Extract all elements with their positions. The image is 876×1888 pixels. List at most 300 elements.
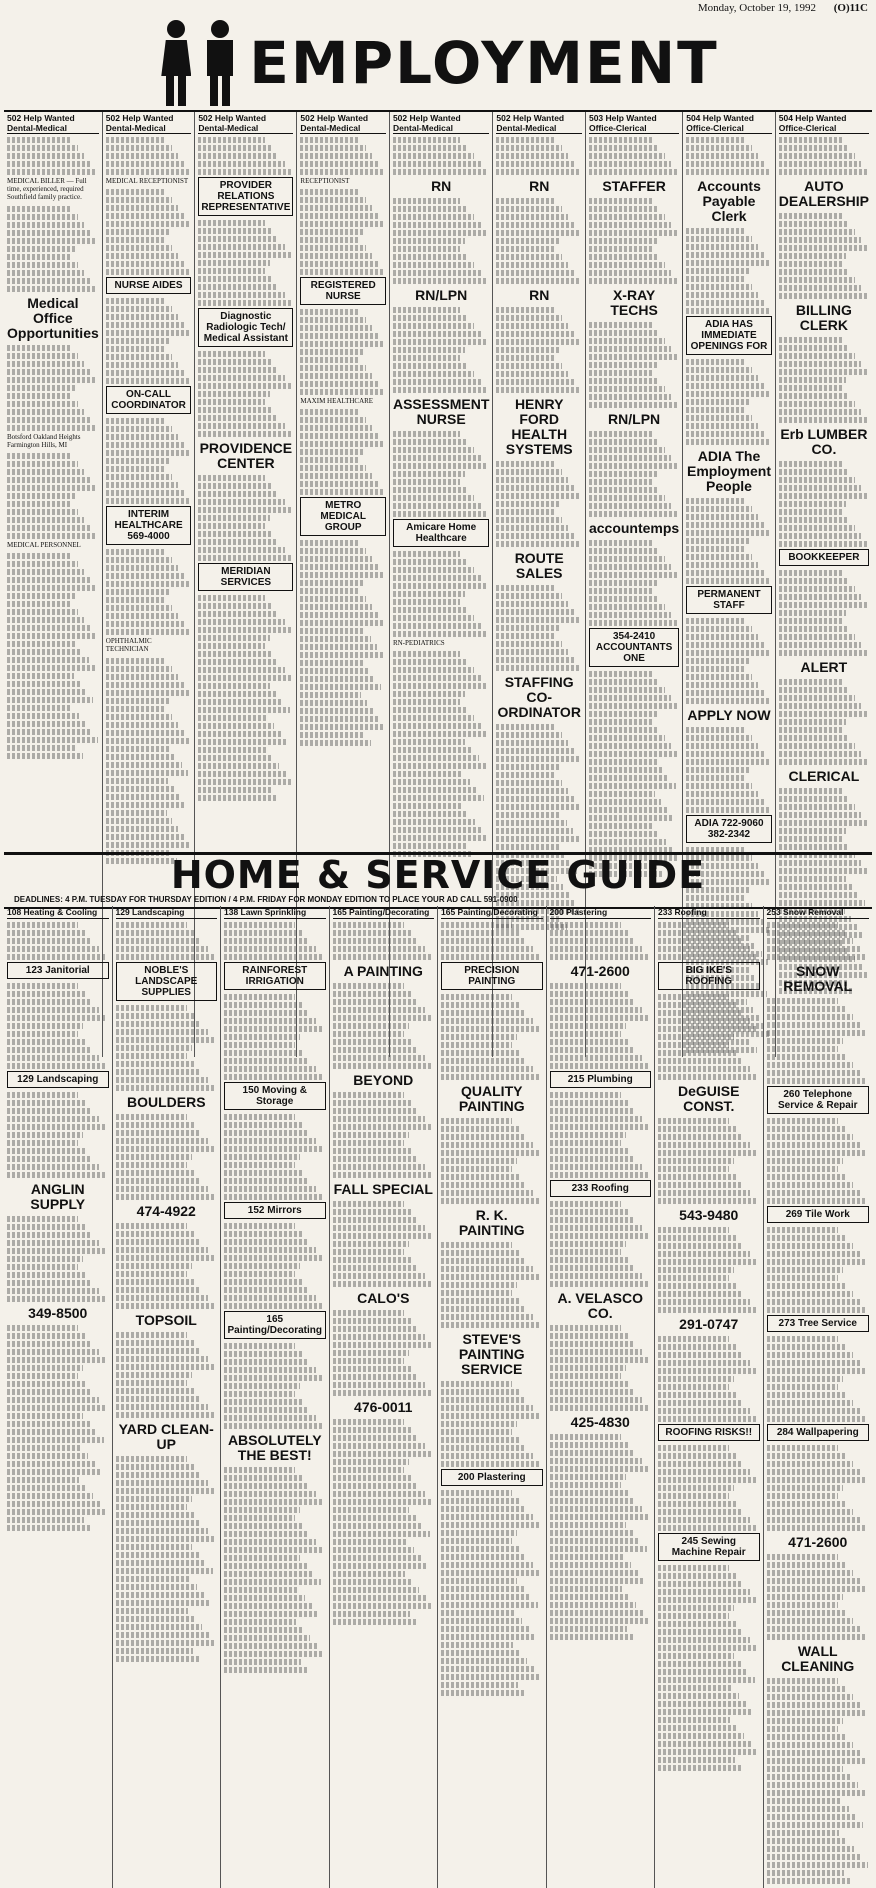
classified-body-text (779, 570, 869, 616)
classified-ad-headline: 425-4830 (570, 1413, 630, 1430)
classified-body-text (7, 393, 99, 431)
classified-body-text (393, 355, 489, 393)
classified-body-text (116, 1162, 218, 1200)
category-heading: 165 Painting/Decorating (441, 908, 543, 919)
guide-title: HOME & SERVICE GUIDE (170, 853, 706, 897)
classified-body-text (7, 453, 99, 499)
classified-ad-headline: A. VELASCO CO. (557, 1289, 644, 1321)
classified-body-text (589, 479, 679, 517)
classified-ad-headline: STEVE'S PAINTING SERVICE (458, 1330, 525, 1377)
classified-body-text (224, 1042, 326, 1080)
classified-body-text (767, 1602, 870, 1640)
classified-ad-headline: RN (529, 287, 550, 303)
classified-ad-headline: ON-CALL COORDINATOR (106, 386, 192, 414)
classified-body-text (658, 1227, 760, 1273)
classified-ad-headline: STAFFING CO-ORDINATOR (497, 674, 581, 720)
employment-classifieds (4, 110, 872, 848)
classified-body-text (658, 1613, 760, 1771)
classified-body-text (441, 1381, 543, 1427)
classified-body-text (224, 1515, 326, 1673)
classified-body-text (589, 246, 679, 284)
classified-body-text (7, 345, 99, 391)
classified-body-text (300, 237, 386, 275)
classified-body-text (550, 1140, 652, 1178)
classified-body-text (198, 399, 293, 437)
classified-ad-headline: Amicare Home Healthcare (393, 519, 489, 547)
classified-body-text (767, 1493, 870, 1531)
classified-body-text (658, 1118, 760, 1164)
classified-body-text (496, 198, 582, 244)
employment-banner (20, 18, 856, 108)
home-service-guide-banner (4, 852, 872, 909)
classified-body-text (198, 595, 293, 641)
category-heading: 503 Help Wanted Office-Clerical (589, 114, 679, 134)
classified-column (113, 906, 222, 1888)
classified-body-text (767, 1336, 870, 1382)
classified-body-text (224, 1467, 326, 1513)
classified-body-text (7, 1264, 109, 1302)
classified-body-text (589, 370, 679, 408)
service-classifieds (4, 906, 872, 1674)
classified-body-text (116, 1271, 218, 1309)
classified-ad-headline: BEYOND (353, 1071, 414, 1088)
classified-ad-headline: TOPSOIL (135, 1311, 197, 1328)
classified-body-text (333, 1419, 435, 1465)
classified-body-text (550, 983, 652, 1029)
classified-ad-headline: Botsford Oakland Heights Farmington Hills, MI (7, 432, 81, 449)
classified-body-text (300, 137, 386, 175)
classified-ad-headline: CALO'S (357, 1289, 410, 1306)
classified-body-text (116, 1332, 218, 1378)
classified-body-text (779, 261, 869, 299)
classified-ad-headline: ADIA The Employment People (686, 448, 771, 494)
classified-body-text (658, 1565, 760, 1611)
classified-body-text (496, 307, 582, 353)
classified-body-text (7, 137, 99, 175)
classified-body-text (658, 1275, 760, 1313)
classified-body-text (106, 549, 192, 595)
classified-body-text (589, 137, 679, 175)
classified-body-text (393, 198, 489, 244)
classified-body-text (441, 1429, 543, 1467)
classified-body-text (767, 1554, 870, 1600)
classified-body-text (658, 1042, 760, 1080)
classified-ad-headline: MEDICAL RECEPTIONIST (105, 177, 189, 185)
classified-body-text (550, 1249, 652, 1287)
classified-ad-headline: NOBLE'S LANDSCAPE SUPPLIES (116, 962, 218, 1001)
classified-ad-headline: 291-0747 (679, 1315, 739, 1332)
classified-body-text (496, 509, 582, 547)
classified-ad-headline: 129 Landscaping (7, 1071, 109, 1088)
classified-ad-headline: MEDICAL BILLER — Full time, experienced, required Southfield family practice. (7, 177, 87, 202)
classified-ad-headline: 165 Painting/Decorating (224, 1311, 326, 1339)
classified-body-text (589, 198, 679, 244)
classified-body-text (7, 206, 99, 252)
classified-body-text (300, 357, 386, 395)
classified-ad-headline: A PAINTING (343, 962, 423, 979)
classified-body-text (333, 983, 435, 1029)
classified-body-text (441, 1490, 543, 1536)
category-heading: 502 Help Wanted Dental-Medical (393, 114, 489, 134)
classified-body-text (198, 643, 293, 801)
classified-ad-headline: ALERT (800, 659, 848, 675)
classified-body-text (393, 599, 489, 637)
classified-column (547, 906, 656, 1888)
classified-body-text (779, 509, 869, 547)
page-number: (O)11C (833, 2, 868, 14)
classified-body-text (224, 1271, 326, 1309)
classified-body-text (550, 1092, 652, 1138)
classified-body-text (7, 601, 99, 759)
classified-ad-headline: ADIA 722-9060 382-2342 (686, 815, 772, 843)
classified-body-text (116, 922, 218, 960)
classified-ad-headline: NURSE AIDES (106, 277, 192, 294)
classified-body-text (333, 1358, 435, 1396)
classified-body-text (767, 1227, 870, 1273)
category-heading: 108 Heating & Cooling (7, 908, 109, 919)
classified-body-text (767, 1166, 870, 1204)
classified-body-text (658, 1166, 760, 1204)
classified-ad-headline: PROVIDER RELATIONS REPRESENTATIVE (198, 177, 293, 216)
classified-body-text (767, 922, 870, 960)
classified-body-text (224, 1343, 326, 1389)
classified-ad-headline: BOULDERS (126, 1093, 206, 1110)
employment-title: EMPLOYMENT (249, 29, 719, 97)
category-heading: 502 Help Wanted Dental-Medical (7, 114, 99, 134)
classified-body-text (7, 1325, 109, 1371)
classified-ad-headline: SNOW REMOVAL (783, 962, 853, 994)
classified-body-text (300, 189, 386, 235)
classified-ad-headline: PERMANENT STAFF (686, 586, 772, 614)
classified-body-text (116, 1380, 218, 1418)
classified-ad-headline: 150 Moving & Storage (224, 1082, 326, 1110)
classified-ad-headline: RN-PEDIATRICS (392, 639, 445, 647)
classified-ad-headline: 471-2600 (788, 1533, 848, 1550)
classified-body-text (686, 407, 772, 445)
classified-body-text (686, 228, 772, 274)
classified-ad-headline: ROOFING RISKS!! (658, 1424, 760, 1441)
classified-ad-headline: Erb LUMBER CO. (780, 426, 868, 457)
classified-body-text (7, 922, 109, 960)
classified-body-text (589, 540, 679, 586)
classified-body-text (7, 1140, 109, 1178)
classified-body-text (550, 1482, 652, 1640)
classified-body-text (106, 466, 192, 504)
classified-body-text (550, 1373, 652, 1411)
classified-body-text (767, 1046, 870, 1084)
classified-body-text (589, 588, 679, 626)
classified-body-text (441, 922, 543, 960)
category-heading: 502 Help Wanted Dental-Medical (198, 114, 293, 134)
classified-body-text (393, 699, 489, 857)
classified-body-text (7, 1373, 109, 1531)
classified-ad-headline: accountemps (588, 520, 680, 536)
classified-ad-headline: 284 Wallpapering (767, 1424, 870, 1441)
classified-ad-headline: 476-0011 (354, 1398, 413, 1415)
classified-body-text (7, 1216, 109, 1262)
classified-body-text (7, 553, 99, 599)
classified-body-text (198, 523, 293, 561)
classified-body-text (106, 237, 192, 275)
classified-body-text (106, 137, 192, 175)
classified-ad-headline: MERIDIAN SERVICES (198, 563, 293, 591)
classified-ad-headline: 260 Telephone Service & Repair (767, 1086, 870, 1114)
classified-ad-headline: BIG IKE'S ROOFING (658, 962, 760, 990)
category-heading: 129 Landscaping (116, 908, 218, 919)
category-heading: 233 Roofing (658, 908, 760, 919)
classified-ad-headline: 200 Plastering (441, 1469, 543, 1486)
classified-ad-headline: 273 Tree Service (767, 1315, 870, 1332)
classified-body-text (686, 546, 772, 584)
classified-ad-headline: RN (529, 178, 550, 194)
classified-column (438, 906, 547, 1888)
classified-ad-headline: 474-4922 (136, 1202, 196, 1219)
classified-body-text (116, 1114, 218, 1160)
classified-body-text (496, 461, 582, 507)
classified-body-text (589, 431, 679, 477)
classified-ad-headline: Accounts Payable Clerk (697, 178, 761, 224)
classified-ad-headline: WALL CLEANING (781, 1642, 855, 1674)
classified-body-text (767, 998, 870, 1044)
classified-body-text (116, 1053, 218, 1091)
classified-column (4, 906, 113, 1888)
classified-body-text (686, 666, 772, 704)
classified-ad-headline: Diagnostic Radiologic Tech/ Medical Assistant (198, 308, 293, 347)
classified-body-text (779, 788, 869, 834)
classified-body-text (300, 409, 386, 455)
classified-body-text (393, 137, 489, 175)
classified-column (330, 906, 439, 1888)
classified-body-text (779, 679, 869, 725)
category-heading: 502 Help Wanted Dental-Medical (106, 114, 192, 134)
classified-body-text (106, 597, 192, 635)
classified-body-text (224, 1162, 326, 1200)
classified-body-text (779, 461, 869, 507)
classified-ad-headline: ABSOLUTELY THE BEST! (227, 1431, 322, 1463)
classified-ad-headline: ROUTE SALES (514, 550, 564, 581)
classified-body-text (198, 220, 293, 266)
classified-body-text (300, 540, 386, 586)
classified-body-text (224, 1114, 326, 1160)
classified-body-text (441, 1242, 543, 1288)
classified-body-text (300, 457, 386, 495)
classified-body-text (658, 922, 760, 960)
classified-ad-headline: BILLING CLERK (795, 302, 852, 333)
classified-ad-headline: 354-2410 ACCOUNTANTS ONE (589, 628, 679, 667)
classified-body-text (7, 501, 99, 539)
classified-body-text (106, 658, 192, 704)
classified-body-text (198, 475, 293, 521)
classified-ad-headline: CLERICAL (788, 768, 860, 784)
classified-body-text (658, 1493, 760, 1531)
classified-body-text (550, 1201, 652, 1247)
category-heading: 138 Lawn Sprinkling (224, 908, 326, 919)
classified-ad-headline: BOOKKEEPER (779, 549, 869, 566)
classified-body-text (767, 1445, 870, 1491)
classified-body-text (198, 268, 293, 306)
classified-body-text (496, 137, 582, 175)
classified-body-text (779, 337, 869, 383)
classified-body-text (393, 651, 489, 697)
category-heading: 200 Plastering (550, 908, 652, 919)
classified-body-text (393, 551, 489, 597)
classified-ad-headline: OPHTHALMIC TECHNICIAN (105, 637, 152, 654)
classified-body-text (7, 1031, 109, 1069)
classified-ad-headline: YARD CLEAN-UP (118, 1420, 214, 1452)
guide-deadlines: DEADLINES: 4 P.M. TUESDAY FOR THURSDAY EDITION / 4 P.M. FRIDAY FOR MONDAY EDITION TO PLACE YOUR AD CALL 591-0900 (14, 895, 518, 904)
classified-body-text (441, 1166, 543, 1204)
classified-ad-headline: STAFFER (602, 178, 666, 194)
page-header (0, 2, 876, 16)
classified-ad-headline: 233 Roofing (550, 1180, 652, 1197)
classified-ad-headline: MAXIM HEALTHCARE (300, 397, 374, 406)
classified-body-text (550, 1434, 652, 1480)
classified-ad-headline: 543-9480 (679, 1206, 739, 1223)
classified-body-text (779, 727, 869, 765)
classified-body-text (224, 922, 326, 960)
classified-body-text (106, 346, 192, 384)
classified-ad-headline: X-RAY TECHS (610, 287, 658, 318)
people-figures-icon (157, 20, 239, 106)
classified-ad-headline: REGISTERED NURSE (300, 277, 386, 305)
classified-body-text (198, 351, 293, 397)
classified-body-text (116, 1223, 218, 1269)
classified-ad-headline: ASSESSMENT NURSE (392, 396, 490, 427)
classified-column (655, 906, 764, 1888)
classified-ad-headline: 245 Sewing Machine Repair (658, 1533, 760, 1561)
classified-body-text (300, 588, 386, 746)
classified-ad-headline: ADIA HAS IMMEDIATE OPENINGS FOR (686, 316, 772, 355)
classified-body-text (496, 724, 582, 770)
classified-body-text (658, 994, 760, 1040)
classified-body-text (589, 671, 679, 717)
classified-body-text (198, 137, 293, 175)
classified-ad-headline: FALL SPECIAL (333, 1180, 433, 1197)
classified-body-text (767, 1118, 870, 1164)
classified-body-text (441, 1290, 543, 1328)
classified-body-text (224, 1223, 326, 1269)
classified-body-text (496, 355, 582, 393)
classified-body-text (686, 137, 772, 175)
classified-body-text (767, 1678, 870, 1724)
category-heading: 253 Snow Removal (767, 908, 870, 919)
classified-body-text (686, 618, 772, 664)
classified-ad-headline: HENRY FORD HEALTH SYSTEMS (505, 396, 573, 457)
classified-body-text (116, 1456, 218, 1502)
classified-body-text (658, 1336, 760, 1382)
classified-ad-headline: Medical Office Opportunities (7, 294, 99, 341)
classified-ad-headline: RN (431, 178, 452, 194)
classified-body-text (333, 1140, 435, 1178)
classified-body-text (686, 498, 772, 544)
classified-ad-headline: 215 Plumbing (550, 1071, 652, 1088)
classified-body-text (333, 1092, 435, 1138)
classified-body-text (779, 137, 869, 175)
classified-body-text (496, 246, 582, 284)
classified-body-text (393, 246, 489, 284)
classified-ad-headline: PROVIDENCE CENTER (199, 440, 293, 471)
classified-body-text (550, 1031, 652, 1069)
classified-ad-headline: MEDICAL PERSONNEL (7, 541, 81, 550)
category-heading: 165 Painting/Decorating (333, 908, 435, 919)
classified-body-text (333, 922, 435, 960)
classified-body-text (779, 385, 869, 423)
classified-ad-headline: RAINFOREST IRRIGATION (224, 962, 326, 990)
classified-ad-headline: 152 Mirrors (224, 1202, 326, 1219)
classified-body-text (767, 1726, 870, 1884)
classified-body-text (106, 298, 192, 344)
classified-body-text (686, 727, 772, 773)
classified-ad-headline: METRO MEDICAL GROUP (300, 497, 386, 536)
classified-body-text (767, 1384, 870, 1422)
category-heading: 502 Help Wanted Dental-Medical (496, 114, 582, 134)
classified-ad-headline: 123 Janitorial (7, 962, 109, 979)
classified-body-text (496, 633, 582, 671)
classified-ad-headline: RN/LPN (608, 411, 661, 427)
classified-ad-headline: RN/LPN (415, 287, 468, 303)
issue-date: Monday, October 19, 1992 (697, 2, 816, 14)
classified-body-text (333, 1031, 435, 1069)
classified-ad-headline: 269 Tile Work (767, 1206, 870, 1223)
classified-body-text (393, 479, 489, 517)
classified-body-text (106, 706, 192, 864)
classified-body-text (333, 1201, 435, 1247)
classified-ad-headline: R. K. PAINTING (458, 1206, 525, 1238)
classified-body-text (393, 431, 489, 477)
classified-ad-headline: 471-2600 (570, 962, 630, 979)
classified-body-text (224, 1391, 326, 1429)
classified-body-text (550, 922, 652, 960)
classified-ad-headline: INTERIM HEALTHCARE 569-4000 (106, 506, 192, 545)
classified-body-text (7, 1092, 109, 1138)
classified-column (221, 906, 330, 1888)
classified-body-text (116, 1005, 218, 1051)
classified-body-text (7, 983, 109, 1029)
classified-body-text (686, 775, 772, 813)
classified-body-text (441, 994, 543, 1040)
classified-ad-headline: 349-8500 (28, 1304, 88, 1321)
classified-ad-headline: PRECISION PAINTING (441, 962, 543, 990)
classified-body-text (686, 359, 772, 405)
classified-body-text (658, 1384, 760, 1422)
classified-body-text (658, 1445, 760, 1491)
classified-body-text (441, 1118, 543, 1164)
classified-body-text (300, 309, 386, 355)
classified-ad-headline: DeGUISE CONST. (678, 1082, 740, 1114)
classified-body-text (779, 618, 869, 656)
classified-body-text (106, 418, 192, 464)
classified-body-text (333, 1467, 435, 1625)
classified-body-text (550, 1325, 652, 1371)
category-heading: 504 Help Wanted Office-Clerical (686, 114, 772, 134)
classified-ad-headline: RECEPTIONIST (300, 177, 350, 185)
classified-body-text (333, 1310, 435, 1356)
classified-body-text (224, 994, 326, 1040)
classified-body-text (686, 276, 772, 314)
classified-body-text (496, 585, 582, 631)
classified-body-text (441, 1538, 543, 1696)
classified-ad-headline: ANGLIN SUPPLY (30, 1180, 86, 1212)
classified-ad-headline: QUALITY PAINTING (458, 1082, 525, 1114)
classified-body-text (106, 189, 192, 235)
classified-body-text (767, 1275, 870, 1313)
classified-body-text (333, 1249, 435, 1287)
classified-body-text (7, 254, 99, 292)
classified-body-text (441, 1042, 543, 1080)
classified-ad-headline: APPLY NOW (687, 707, 771, 723)
classified-body-text (589, 322, 679, 368)
category-heading: 504 Help Wanted Office-Clerical (779, 114, 869, 134)
